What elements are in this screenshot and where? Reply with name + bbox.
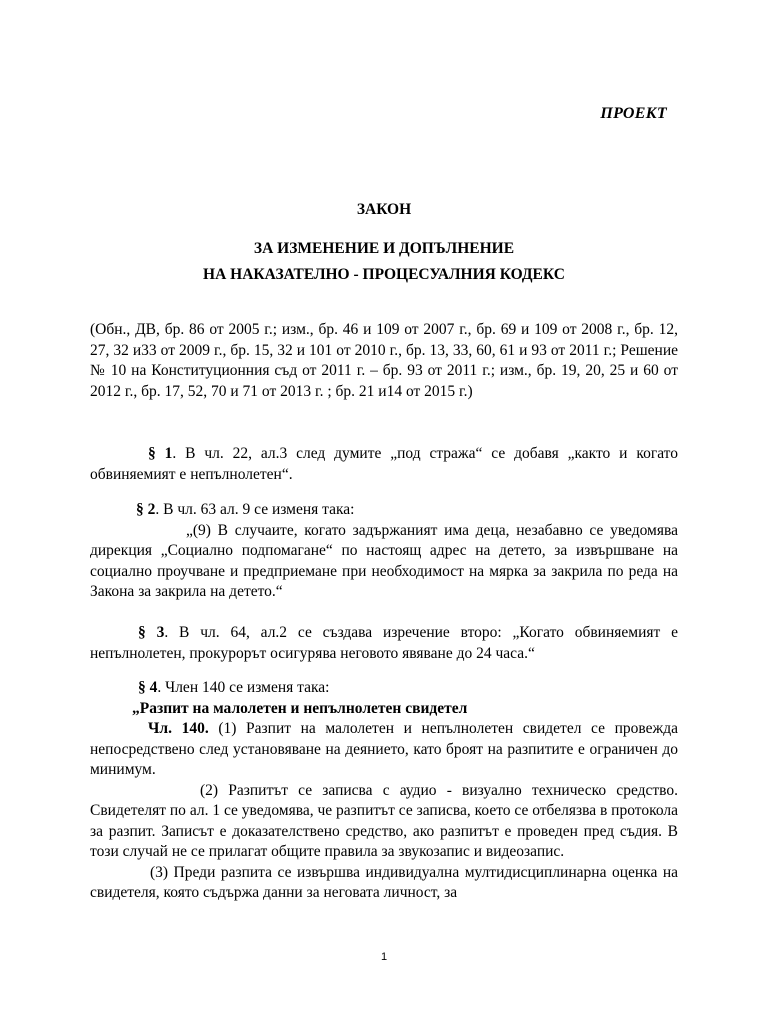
publication-info-text: (Обн., ДВ, бр. 86 от 2005 г.; изм., бр. 46 и 109 от 2007 г., бр. 69 и 109 от 2008 г., бр. 12, 27, 32 и33 от 2009 г., бр. 15, 32 и 101 от 2010 г., бр. 13, 33, 60, 61 и 93 от 2011 г.; Решение № 10 на Конституционния съд от 2011 г. – бр. 93 от 2011 г.; изм., бр. 19, 20, 25 и 60 от 2012 г., бр. 17, 52, 70 и 71 от 2013 г. ; бр. 21 и14 от 2015 г.) [90, 321, 678, 400]
draft-mark: ПРОЕКТ [600, 105, 667, 122]
publication-info [90, 320, 678, 402]
section-1-marker: § 1 [148, 445, 173, 462]
section-4-marker: § 4 [138, 679, 158, 696]
article-paragraph-1-text: (1) Разпит на малолетен и непълнолетен свидетел се провежда непосредствено след установяване на деянието, като броят на разпитите е ограничен до минимум. [90, 720, 679, 778]
law-title: ЗАКОН [356, 201, 412, 218]
section-1 [90, 444, 678, 485]
law-subtitle-line-1: ЗА ИЗМЕНЕНИЕ И ДОПЪЛНЕНИЕ [253, 240, 515, 257]
page-number: 1 [380, 951, 388, 963]
section-4-text: . Член 140 се изменя така: [157, 679, 330, 696]
article-label: Чл. 140. [148, 720, 209, 737]
article-paragraph-1 [90, 719, 678, 781]
section-3-paragraph [90, 623, 678, 664]
article-paragraph-2: (2) Разпитът се записва с аудио - визуално техническо средство. Свидетелят по ал. 1 се уведомява, че разпитът се записва, което се отбелязва в протокола за разпит. Записът е доказателствено средство, ако разпитът е проведен пред съдия. В този случай не се прилагат общите правила за звукозапис и видеозапис. [90, 781, 678, 860]
section-1-paragraph [90, 444, 678, 485]
section-2-marker: § 2 [136, 501, 156, 518]
section-3-marker: § 3 [138, 624, 165, 641]
article-paragraph-3: (3) Преди разпита се извършва индивидуална мултидисциплинарна оценка на свидетеля, която съдържа данни за неговата личност, за [90, 863, 678, 901]
section-2-intro [90, 500, 678, 521]
section-4 [90, 678, 678, 904]
law-subtitle-line-2: НА НАКАЗАТЕЛНО - ПРОЦЕСУАЛНИЯ КОДЕКС [203, 266, 565, 283]
section-3-text: . В чл. 64, ал.2 се създава изречение второ: „Когато обвиняемият е непълнолетен, прокурорът осигурява неговото явяване до 24 часа.“ [90, 624, 678, 662]
section-3 [90, 623, 678, 664]
section-1-text: . В чл. 22, ал.3 след думите „под стража“ се добавя „както и когато обвиняемият е непълнолетен“. [90, 445, 678, 483]
section-2 [90, 500, 678, 603]
section-4-intro [90, 678, 678, 699]
article-heading: „Разпит на малолетен и непълнолетен свидетел [132, 699, 468, 717]
section-2-text: . В чл. 63 ал. 9 се изменя така: [155, 501, 355, 518]
section-2-quote: „(9) В случаите, когато задържаният има деца, незабавно се уведомява дирекция „Социално подпомагане“ по настоящ адрес на детето, за извършване на социално проучване и предприемане при необходимост на мярка за закрила по реда на Закона за закрила на детето.“ [90, 521, 678, 600]
